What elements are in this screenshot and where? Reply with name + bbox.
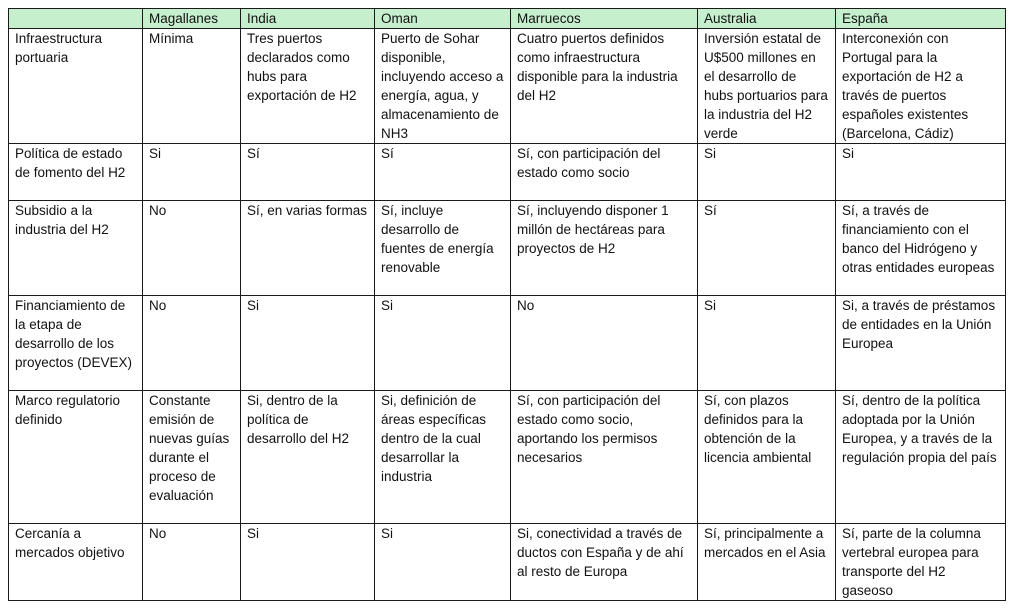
table-cell: Interconexión con Portugal para la exportación de H2 a través de puertos españoles existentes (Barcelona, Cádiz) bbox=[836, 29, 1006, 144]
table-row bbox=[9, 201, 1006, 296]
table-cell: No bbox=[143, 296, 241, 391]
table-cell: Si bbox=[241, 524, 375, 601]
header-cell: Oman bbox=[375, 9, 511, 29]
table-cell: Sí, incluyendo disponer 1 millón de hectáreas para proyectos de H2 bbox=[511, 201, 698, 296]
table-cell: Sí, con plazos definidos para la obtención de la licencia ambiental bbox=[698, 391, 836, 524]
table-row bbox=[9, 29, 1006, 144]
table-cell: Mínima bbox=[143, 29, 241, 144]
table-cell: Si bbox=[698, 144, 836, 201]
table-cell: Constante emisión de nuevas guías durante el proceso de evaluación bbox=[143, 391, 241, 524]
comparison-table-container bbox=[8, 8, 1006, 601]
table-cell: Sí bbox=[698, 201, 836, 296]
table-cell: Si, definición de áreas específicas dentro de la cual desarrollar la industria bbox=[375, 391, 511, 524]
header-cell bbox=[9, 9, 143, 29]
table-cell: No bbox=[143, 524, 241, 601]
table-row bbox=[9, 391, 1006, 524]
table-cell: Tres puertos declarados como hubs para exportación de H2 bbox=[241, 29, 375, 144]
table-cell: Sí, incluye desarrollo de fuentes de energía renovable bbox=[375, 201, 511, 296]
row-label-cell: Subsidio a la industria del H2 bbox=[9, 201, 143, 296]
header-cell: India bbox=[241, 9, 375, 29]
table-cell: Sí, con participación del estado como socio, aportando los permisos necesarios bbox=[511, 391, 698, 524]
row-label-cell: Financiamiento de la etapa de desarrollo de los proyectos (DEVEX) bbox=[9, 296, 143, 391]
row-label-cell: Política de estado de fomento del H2 bbox=[9, 144, 143, 201]
table-cell: Si, a través de préstamos de entidades en la Unión Europea bbox=[836, 296, 1006, 391]
table-cell: Sí bbox=[241, 144, 375, 201]
table-row bbox=[9, 524, 1006, 601]
table-cell: Sí, con participación del estado como socio bbox=[511, 144, 698, 201]
table-cell: Si, dentro de la política de desarrollo del H2 bbox=[241, 391, 375, 524]
table-cell: Sí, dentro de la política adoptada por la Unión Europea, y a través de la regulación propia del país bbox=[836, 391, 1006, 524]
table-cell: Cuatro puertos definidos como infraestructura disponible para la industria del H2 bbox=[511, 29, 698, 144]
table-cell: No bbox=[143, 201, 241, 296]
header-cell: Marruecos bbox=[511, 9, 698, 29]
table-cell: Sí, parte de la columna vertebral europea para transporte del H2 gaseoso bbox=[836, 524, 1006, 601]
header-cell: España bbox=[836, 9, 1006, 29]
table-cell: Sí, a través de financiamiento con el banco del Hidrógeno y otras entidades europeas bbox=[836, 201, 1006, 296]
row-label-cell: Marco regulatorio definido bbox=[9, 391, 143, 524]
table-cell: Si, conectividad a través de ductos con España y de ahí al resto de Europa bbox=[511, 524, 698, 601]
table-cell: Si bbox=[241, 296, 375, 391]
table-cell: Inversión estatal de U$500 millones en el desarrollo de hubs portuarios para la industria del H2 verde bbox=[698, 29, 836, 144]
header-cell: Australia bbox=[698, 9, 836, 29]
table-cell: Sí, principalmente a mercados en el Asia bbox=[698, 524, 836, 601]
table-cell: Si bbox=[375, 296, 511, 391]
table-cell: Si bbox=[698, 296, 836, 391]
row-label-cell: Infraestructura portuaria bbox=[9, 29, 143, 144]
table-cell: Sí, en varias formas bbox=[241, 201, 375, 296]
comparison-table bbox=[8, 8, 1006, 601]
table-row bbox=[9, 144, 1006, 201]
table-cell: No bbox=[511, 296, 698, 391]
table-cell: Sí bbox=[375, 144, 511, 201]
table-row bbox=[9, 296, 1006, 391]
table-cell: Puerto de Sohar disponible, incluyendo acceso a energía, agua, y almacenamiento de NH3 bbox=[375, 29, 511, 144]
table-cell: Si bbox=[836, 144, 1006, 201]
header-row bbox=[9, 9, 1006, 29]
row-label-cell: Cercanía a mercados objetivo bbox=[9, 524, 143, 601]
table-cell: Si bbox=[375, 524, 511, 601]
table-cell: Si bbox=[143, 144, 241, 201]
header-cell: Magallanes bbox=[143, 9, 241, 29]
